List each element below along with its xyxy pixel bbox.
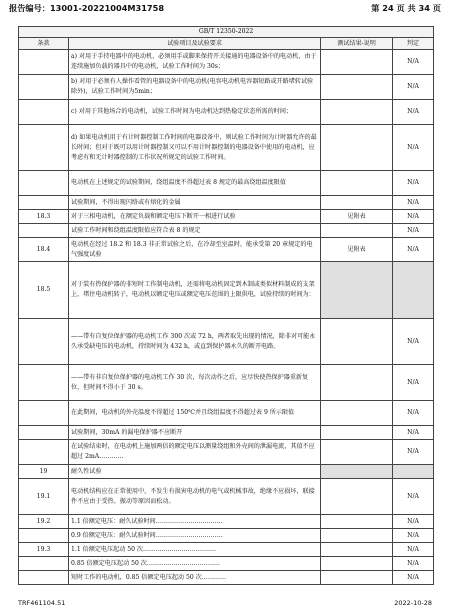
result-cell: 见附表: [321, 238, 393, 262]
column-header-verdict: 判定: [393, 38, 434, 50]
table-row: [19, 529, 434, 543]
item-cell: 在试验结束时，在电动机上施加两倍的额定电压以测量绕组和外壳间的泄漏电流，其值不应超过 2mA…………: [69, 440, 321, 465]
result-cell: [321, 171, 393, 196]
item-cell: 试验期间，不得出现闪络或有熔化的金属: [69, 196, 321, 210]
item-cell: 电动机在上述规定的试验期间，绕组温度不得超过表 8 规定的最高绕组温度限值: [69, 171, 321, 196]
item-cell: 电动机结构应在正常使用中，不发生有损害电动机的电气或机械事故，绝缘不应损坏，联接件不应由于受热、振动等原因而松动。: [69, 479, 321, 515]
clause-cell: [19, 125, 69, 171]
verdict-cell: N/A: [393, 571, 434, 585]
table-row: [19, 365, 434, 401]
clause-cell: [19, 196, 69, 210]
item-cell: 0.85 倍额定电压起动 50 次………………………………: [69, 557, 321, 571]
verdict-cell: N/A: [393, 125, 434, 171]
verdict-cell: N/A: [393, 440, 434, 465]
clause-cell: [19, 50, 69, 75]
clause-cell: [19, 75, 69, 100]
column-header-row: [19, 38, 434, 50]
table-row: [19, 440, 434, 465]
table-row: [19, 426, 434, 440]
table-row: [19, 171, 434, 196]
result-cell: [321, 465, 393, 479]
clause-cell: 19.2: [19, 515, 69, 529]
item-cell: 1.1 倍额定电压起动 50 次………………………………: [69, 543, 321, 557]
verdict-cell: N/A: [393, 224, 434, 238]
verdict-cell: N/A: [393, 479, 434, 515]
clause-cell: [19, 100, 69, 125]
clause-cell: [19, 426, 69, 440]
table-row: [19, 50, 434, 75]
result-cell: [321, 479, 393, 515]
verdict-cell: N/A: [393, 75, 434, 100]
result-cell: [321, 196, 393, 210]
result-cell: [321, 50, 393, 75]
item-cell: c) 对用于其他场合的电动机，试验工作时间为电动机达到热稳定状态所需的时间；: [69, 100, 321, 125]
table-row: [19, 238, 434, 262]
page-header: [9, 2, 441, 16]
report-number: 报告编号：13001-20221004M31758: [9, 3, 165, 13]
result-cell: [321, 401, 393, 426]
table-row: [19, 319, 434, 365]
item-cell: d) 如果电动机用于有计时器控制工作时间的电器设备中，则试验工作时间为计时器允许的最长时间；但对于既可以用计时器控制又可以不用计时器控制的电器设备中使用的电动机，应考虑有和无计时器控制的工作状况所规定的试验工作时间。: [69, 125, 321, 171]
item-cell: 短时工作的电动机，0.85 倍额定电压起动 50 次…………: [69, 571, 321, 585]
clause-cell: [19, 440, 69, 465]
item-cell: ——带有自复位保护器的电动机工作 300 次或 72 h，两者取先出现的情况，除非对可能永久承受缺电压的电动机，持续时间为 432 h，或直到保护器永久的断开电路。: [69, 319, 321, 365]
table-row: [19, 465, 434, 479]
table-row: [19, 224, 434, 238]
clause-cell: 18.5: [19, 262, 69, 319]
item-cell: ——带有非自复位保护器的电动机工作 30 次，每次动作之后，应尽快使热保护器重新复位，但时间不得小于 30 s。: [69, 365, 321, 401]
clause-cell: [19, 319, 69, 365]
verdict-cell: N/A: [393, 196, 434, 210]
item-cell: 0.9 倍额定电压：耐久试验时间……………………………: [69, 529, 321, 543]
item-cell: 对于三相电动机，在额定负载和额定电压下断开一相进行试验: [69, 210, 321, 224]
clause-cell: 19: [19, 465, 69, 479]
verdict-cell: N/A: [393, 557, 434, 571]
item-cell: 电动机在经过 18.2 和 18.3 非正常试验之后，在冷却至室温时，能承受第 20 章规定的电气强度试验: [69, 238, 321, 262]
form-number: TRF461104.51: [18, 599, 66, 607]
standard-row: [19, 27, 434, 38]
clause-cell: 19.3: [19, 543, 69, 557]
verdict-cell: N/A: [393, 426, 434, 440]
clause-cell: [19, 401, 69, 426]
item-cell: 在此期间，电动机的外壳温度不得超过 150℃并且绕组温度不得超过表 9 所示限值: [69, 401, 321, 426]
result-cell: 见附表: [321, 210, 393, 224]
verdict-cell: [393, 465, 434, 479]
verdict-cell: N/A: [393, 543, 434, 557]
clause-cell: [19, 365, 69, 401]
result-cell: [321, 557, 393, 571]
result-cell: [321, 426, 393, 440]
verdict-cell: [393, 262, 434, 319]
table-row: [19, 515, 434, 529]
result-cell: [321, 529, 393, 543]
result-cell: [321, 75, 393, 100]
page-number: 第 24 页 共 34 页: [371, 3, 441, 13]
verdict-cell: N/A: [393, 401, 434, 426]
clause-cell: 18.4: [19, 238, 69, 262]
result-cell: [321, 319, 393, 365]
result-cell: [321, 125, 393, 171]
table-row: [19, 543, 434, 557]
test-report-table: [18, 26, 434, 585]
table-row: [19, 125, 434, 171]
verdict-cell: N/A: [393, 365, 434, 401]
column-header-clause: 条款: [19, 38, 69, 50]
table-row: [19, 557, 434, 571]
table-row: [19, 100, 434, 125]
table-row: [19, 262, 434, 319]
test-report-table-frame: [18, 26, 433, 600]
result-cell: [321, 262, 393, 319]
item-cell: 试验期间，30mA 的漏电保护器不应断开: [69, 426, 321, 440]
result-cell: [321, 365, 393, 401]
item-cell: 试验工作时间和绕组温度限值应符合表 8 的规定: [69, 224, 321, 238]
verdict-cell: N/A: [393, 100, 434, 125]
item-cell: a) 对用于手持电器中的电动机、必须用手或脚来保持开关接通的电器设备中的电动机、由于连续施加负载的器具中的电动机，试验工作时间为 30s；: [69, 50, 321, 75]
result-cell: [321, 224, 393, 238]
verdict-cell: N/A: [393, 238, 434, 262]
clause-cell: [19, 571, 69, 585]
item-cell: 1.1 倍额定电压：耐久试验时间……………………………: [69, 515, 321, 529]
verdict-cell: N/A: [393, 210, 434, 224]
clause-cell: 18.3: [19, 210, 69, 224]
result-cell: [321, 515, 393, 529]
table-row: [19, 479, 434, 515]
result-cell: [321, 571, 393, 585]
item-cell: b) 对用于必须有人操作看管的电器设备中的电动机(电容电动机电容器短路或开路堵转试验除外)，试验工作时间为5min；: [69, 75, 321, 100]
clause-cell: [19, 224, 69, 238]
verdict-cell: N/A: [393, 529, 434, 543]
clause-cell: [19, 171, 69, 196]
verdict-cell: N/A: [393, 171, 434, 196]
footer-date: 2022-10-28: [394, 599, 432, 607]
clause-cell: [19, 529, 69, 543]
clause-cell: [19, 557, 69, 571]
clause-cell: 19.1: [19, 479, 69, 515]
column-header-result: 测试结果-说明: [321, 38, 393, 50]
table-row: [19, 401, 434, 426]
verdict-cell: N/A: [393, 50, 434, 75]
table-row: [19, 75, 434, 100]
table-row: [19, 210, 434, 224]
result-cell: [321, 100, 393, 125]
verdict-cell: N/A: [393, 319, 434, 365]
verdict-cell: N/A: [393, 515, 434, 529]
table-row: [19, 196, 434, 210]
result-cell: [321, 543, 393, 557]
item-cell: 耐久性试验: [69, 465, 321, 479]
standard-title: GB/T 12350-2022: [19, 27, 434, 38]
result-cell: [321, 440, 393, 465]
item-cell: 对于装有热保护器的非短时工作制电动机，还需将电动机固定到木制或类似材料制成的支架上，堵住电动机转子，电动机以额定电压或额定电压范围的上限供电，试验持续的时间为：: [69, 262, 321, 319]
column-header-item: 试验项目及试验要求: [69, 38, 321, 50]
table-row: [19, 571, 434, 585]
